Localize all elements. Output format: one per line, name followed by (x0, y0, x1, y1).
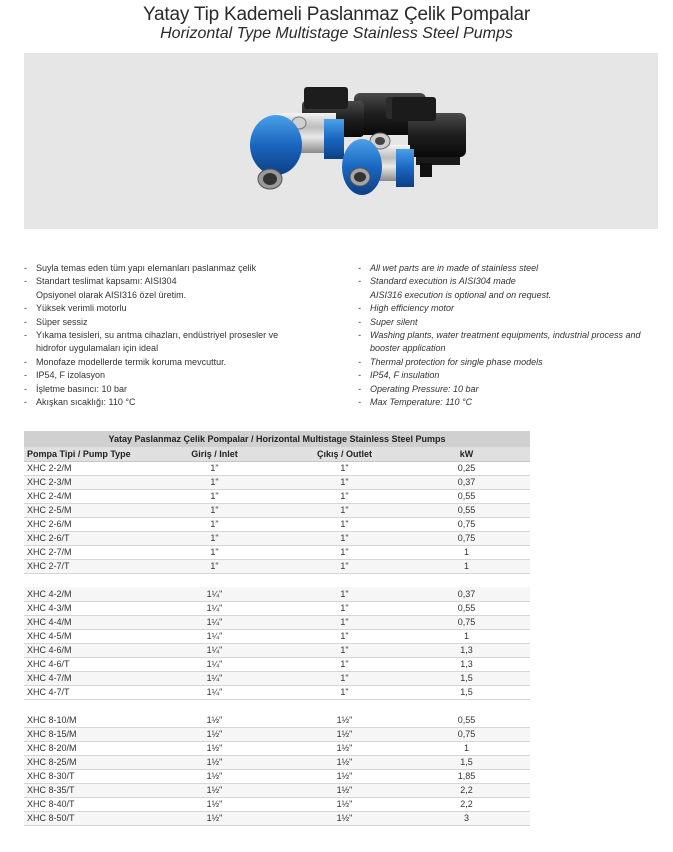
feature-item-en: - Washing plants, water treatment equipments, industrial process and (358, 330, 641, 341)
cell-inlet: 1½" (143, 797, 286, 811)
cell-pump-type: XHC 2-4/M (24, 489, 143, 503)
feature-item-tr: Opsiyonel olarak AISI316 özel üretim. (36, 289, 187, 300)
cell-inlet: 1" (143, 545, 286, 559)
cell-kw: 1 (403, 741, 530, 755)
cell-inlet: 1½" (143, 727, 286, 741)
table-header-row (24, 447, 530, 461)
table-row (24, 629, 530, 643)
cell-outlet: 1" (286, 643, 403, 657)
cell-inlet: 1½" (143, 769, 286, 783)
cell-inlet: 1" (143, 531, 286, 545)
cell-outlet: 1" (286, 489, 403, 503)
feature-item-tr: - Yüksek verimli motorlu (24, 303, 127, 314)
spec-table (24, 431, 530, 826)
cell-outlet: 1" (286, 503, 403, 517)
cell-outlet: 1½" (286, 811, 403, 825)
cell-pump-type: XHC 8-10/M (24, 713, 143, 727)
table-row (24, 685, 530, 699)
feature-item-en: - Thermal protection for single phase models (358, 356, 543, 367)
group-separator-cell (24, 699, 530, 713)
feature-item-tr: - Süper sessiz (24, 316, 88, 327)
feature-item-tr: - Monofaze modellerde termik koruma mevcuttur. (24, 356, 227, 367)
group-separator-cell (24, 573, 530, 587)
table-row (24, 643, 530, 657)
feature-item-en: - Operating Pressure: 10 bar (358, 383, 479, 394)
cell-pump-type: XHC 8-50/T (24, 811, 143, 825)
cell-kw: 1,85 (403, 769, 530, 783)
table-row (24, 769, 530, 783)
table-row (24, 727, 530, 741)
feature-list-en (358, 262, 658, 409)
col-header-inlet: Giriş / Inlet (143, 447, 286, 461)
cell-outlet: 1½" (286, 741, 403, 755)
cell-pump-type: XHC 2-6/M (24, 517, 143, 531)
feature-item-tr: - Standart teslimat kapsamı: AISI304 (24, 276, 177, 287)
table-row (24, 601, 530, 615)
cell-kw: 1,3 (403, 643, 530, 657)
cell-outlet: 1" (286, 685, 403, 699)
table-row (24, 461, 530, 475)
cell-inlet: 1¼" (143, 601, 286, 615)
feature-item-en: - High efficiency motor (358, 303, 455, 314)
feature-item-en: AISI316 execution is optional and on request. (370, 289, 552, 300)
cell-outlet: 1" (286, 629, 403, 643)
table-title: Yatay Paslanmaz Çelik Pompalar / Horizontal Multistage Stainless Steel Pumps (24, 431, 530, 447)
cell-outlet: 1½" (286, 797, 403, 811)
cell-kw: 0,75 (403, 517, 530, 531)
col-header-kw: kW (403, 447, 530, 461)
cell-pump-type: XHC 8-20/M (24, 741, 143, 755)
cell-pump-type: XHC 2-2/M (24, 461, 143, 475)
cell-kw: 0,75 (403, 727, 530, 741)
cell-kw: 1 (403, 629, 530, 643)
cell-outlet: 1½" (286, 783, 403, 797)
col-header-pump-type: Pompa Tipi / Pump Type (24, 447, 143, 461)
pump-illustration (24, 53, 658, 229)
cell-outlet: 1" (286, 671, 403, 685)
cell-pump-type: XHC 2-6/T (24, 531, 143, 545)
cell-inlet: 1" (143, 475, 286, 489)
cell-pump-type: XHC 4-2/M (24, 587, 143, 601)
cell-outlet: 1" (286, 545, 403, 559)
cell-pump-type: XHC 8-15/M (24, 727, 143, 741)
cell-inlet: 1½" (143, 783, 286, 797)
table-row (24, 587, 530, 601)
cell-inlet: 1¼" (143, 671, 286, 685)
cell-outlet: 1½" (286, 713, 403, 727)
table-row (24, 475, 530, 489)
cell-inlet: 1¼" (143, 629, 286, 643)
cell-pump-type: XHC 2-7/T (24, 559, 143, 573)
cell-outlet: 1" (286, 615, 403, 629)
table-row (24, 503, 530, 517)
cell-inlet: 1¼" (143, 587, 286, 601)
cell-pump-type: XHC 4-6/T (24, 657, 143, 671)
product-photo (24, 53, 658, 229)
cell-kw: 2,2 (403, 783, 530, 797)
cell-pump-type: XHC 2-7/M (24, 545, 143, 559)
cell-outlet: 1" (286, 601, 403, 615)
table-row (24, 783, 530, 797)
cell-inlet: 1" (143, 461, 286, 475)
cell-outlet: 1½" (286, 769, 403, 783)
cell-kw: 0,55 (403, 713, 530, 727)
cell-outlet: 1½" (286, 755, 403, 769)
cell-kw: 1,5 (403, 671, 530, 685)
cell-pump-type: XHC 8-30/T (24, 769, 143, 783)
feature-item-tr: - Akışkan sıcaklığı: 110 °C (24, 397, 136, 408)
cell-outlet: 1" (286, 517, 403, 531)
cell-inlet: 1" (143, 489, 286, 503)
cell-pump-type: XHC 2-3/M (24, 475, 143, 489)
cell-kw: 0,55 (403, 489, 530, 503)
cell-inlet: 1¼" (143, 615, 286, 629)
cell-kw: 0,75 (403, 531, 530, 545)
feature-item-tr: - İşletme basıncı: 10 bar (24, 383, 128, 394)
cell-kw: 2,2 (403, 797, 530, 811)
cell-kw: 1,5 (403, 685, 530, 699)
cell-outlet: 1" (286, 461, 403, 475)
cell-inlet: 1" (143, 503, 286, 517)
cell-outlet: 1" (286, 531, 403, 545)
cell-outlet: 1" (286, 559, 403, 573)
feature-item-en: - Standard execution is AISI304 made (358, 276, 516, 287)
feature-item-tr: - Suyla temas eden tüm yapı elemanları paslanmaz çelik (24, 263, 257, 273)
group-separator (24, 699, 530, 713)
cell-outlet: 1½" (286, 727, 403, 741)
cell-kw: 1 (403, 545, 530, 559)
table-row (24, 559, 530, 573)
cell-inlet: 1¼" (143, 643, 286, 657)
table-row (24, 755, 530, 769)
feature-item-en: booster application (370, 343, 446, 354)
table-band-title (24, 431, 530, 447)
cell-pump-type: XHC 4-6/M (24, 643, 143, 657)
cell-outlet: 1" (286, 657, 403, 671)
cell-kw: 0,55 (403, 601, 530, 615)
cell-inlet: 1½" (143, 713, 286, 727)
feature-item-en: - All wet parts are in made of stainless steel (358, 263, 539, 273)
table-row (24, 517, 530, 531)
cell-kw: 0,37 (403, 587, 530, 601)
cell-pump-type: XHC 4-4/M (24, 615, 143, 629)
cell-inlet: 1¼" (143, 685, 286, 699)
cell-kw: 0,37 (403, 475, 530, 489)
cell-pump-type: XHC 4-7/M (24, 671, 143, 685)
cell-inlet: 1¼" (143, 657, 286, 671)
cell-kw: 0,75 (403, 615, 530, 629)
cell-kw: 1,5 (403, 755, 530, 769)
table-row (24, 741, 530, 755)
table-row (24, 797, 530, 811)
cell-kw: 1,3 (403, 657, 530, 671)
table-row (24, 489, 530, 503)
cell-inlet: 1" (143, 559, 286, 573)
table-row (24, 811, 530, 825)
cell-pump-type: XHC 8-40/T (24, 797, 143, 811)
cell-pump-type: XHC 4-3/M (24, 601, 143, 615)
feature-item-tr: - IP54, F izolasyon (24, 370, 106, 381)
feature-item-tr: hidrofor uygulamaları için ideal (36, 343, 159, 354)
table-row (24, 545, 530, 559)
cell-pump-type: XHC 8-35/T (24, 783, 143, 797)
cell-kw: 1 (403, 559, 530, 573)
page-title-tr: Yatay Tip Kademeli Paslanmaz Çelik Pompalar (142, 4, 531, 25)
cell-outlet: 1" (286, 587, 403, 601)
table-row (24, 671, 530, 685)
cell-pump-type: XHC 2-5/M (24, 503, 143, 517)
feature-item-en: - Max Temperature: 110 °C (358, 397, 473, 408)
feature-item-tr: - Yıkama tesisleri, su arıtma cihazları, endüstriyel prosesler ve (24, 330, 279, 341)
feature-list-tr (24, 262, 324, 409)
col-header-outlet: Çıkış / Outlet (286, 447, 403, 461)
feature-item-en: - Super silent (358, 316, 418, 327)
cell-kw: 0,55 (403, 503, 530, 517)
table-row (24, 713, 530, 727)
table-row (24, 657, 530, 671)
cell-pump-type: XHC 4-5/M (24, 629, 143, 643)
table-row (24, 615, 530, 629)
cell-inlet: 1½" (143, 811, 286, 825)
cell-pump-type: XHC 4-7/T (24, 685, 143, 699)
table-row (24, 531, 530, 545)
group-separator (24, 573, 530, 587)
cell-pump-type: XHC 8-25/M (24, 755, 143, 769)
cell-kw: 0,25 (403, 461, 530, 475)
cell-kw: 3 (403, 811, 530, 825)
cell-outlet: 1" (286, 475, 403, 489)
cell-inlet: 1" (143, 517, 286, 531)
cell-inlet: 1½" (143, 755, 286, 769)
page-title-en: Horizontal Type Multistage Stainless Steel Pumps (160, 25, 513, 42)
feature-item-en: - IP54, F insulation (358, 370, 440, 381)
cell-inlet: 1½" (143, 741, 286, 755)
